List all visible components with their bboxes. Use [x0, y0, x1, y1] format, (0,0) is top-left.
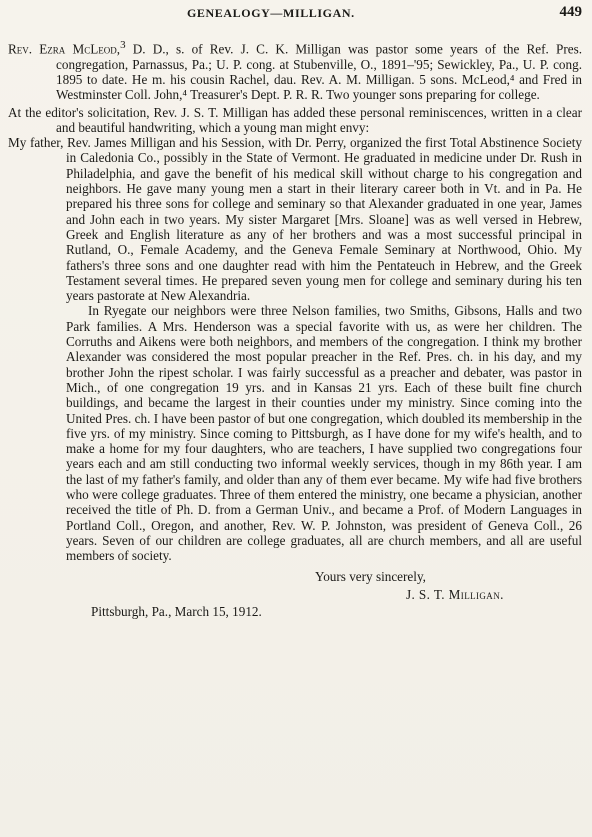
page-body [8, 38, 582, 619]
letter-paragraph-2: In Ryegate our neighbors were three Nelson families, two Smiths, Gibsons, Halls and two Park families. A Mrs. Henderson was a special favorite with us, as were her children. The Corruths and Aikens were both neighbors, and members of the congregation. I think my brother Alexander was considered the most popular preacher in the Ref. Pres. ch. in his day, and my brother John the ripest scholar. I was fairly successful as a preacher and debater, was pastor in Mich., of one congregation 19 yrs. and in Kansas 21 yrs. Each of these built fine church buildings, and became the largest in their counties under my ministry. Since coming into the United Pres. ch. I have been pastor of but one congregation, which doubled its membership in the five yrs. of my ministry. Since coming to Pittsburgh, as I have done for my wife's health, and to make a home for my four daughters, who are teachers, I have supplied two congregations four years each and am still conducting two informal weekly services, though in my 86th year. I am the last of my father's family, and older than any of them ever became. My wife had five brothers who were college graduates. Three of them entered the ministry, one became a physician, another received the title of Ph. D. from a German Univ., and became a Prof. of Modern Languages in Portland Coll., Oregon, and another, Rev. W. P. Johnston, was president of Geneva Coll., 26 years. Seven of our children are college graduates, all are church members, and all are useful members of society. [66, 303, 582, 564]
entry-text: D. D., s. of Rev. J. C. K. Milligan was pastor some years of the Ref. Pres. congregation, Parnassus, Pa.; U. P. cong. at Stubenville, O., 1891–'95; Sewickley, Pa., U. P. cong. 1895 to date. He m. his cousin Rachel, dau. Rev. A. M. Milligan. 5 sons. McLeod,⁴ and Fred in Westminster Coll. John,⁴ Treasurer's Dept. P. R. R. Two younger sons preparing for college. [56, 41, 582, 103]
running-title: GENEALOGY—MILLIGAN. [187, 6, 355, 20]
page-number: 449 [559, 4, 582, 20]
letter-signature: J. S. T. Milligan. [406, 586, 504, 602]
letter-closing: Yours very sincerely, [315, 569, 426, 585]
letter-paragraph-1: My father, Rev. James Milligan and his Session, with Dr. Perry, organized the first Total Abstinence Society in Caledonia Co., possibly in the State of Vermont. He graduated in medicine under Dr. Rush in Philadelphia, and gave the benefit of his medical skill without charge to his congregation and neighbors. He gave many young men a start in their literary career both in Vt. and in Pa. He prepared his three sons for college and seminary so that Alexander graduated in one year, James and John each in two years. My sister Margaret [Mrs. Sloane] was as well versed in Hebrew, Greek and English literature as any of her brothers and was a most successful principal in Rutland, O., Female Academy, and the Geneva Female Seminary at Northwood, Ohio. My fathers's three sons and one daughter read with him the Pentateuch in Hebrew, and the Greek Testament several times. He prepared seven young men for college and seminary during his ten years pastorate at New Alexandria. [8, 135, 582, 304]
page-header [0, 6, 592, 26]
letter-dateline: Pittsburgh, Pa., March 15, 1912. [91, 604, 262, 620]
entry-generation-number: 3 [120, 39, 126, 51]
editor-intro: At the editor's solicitation, Rev. J. S. T. Milligan has added these personal reminiscences, written in a clear and beautiful handwriting, which a young man might envy: [8, 104, 582, 135]
genealogy-entry [8, 38, 582, 103]
entry-name: Rev. Ezra McLeod, [8, 41, 121, 57]
